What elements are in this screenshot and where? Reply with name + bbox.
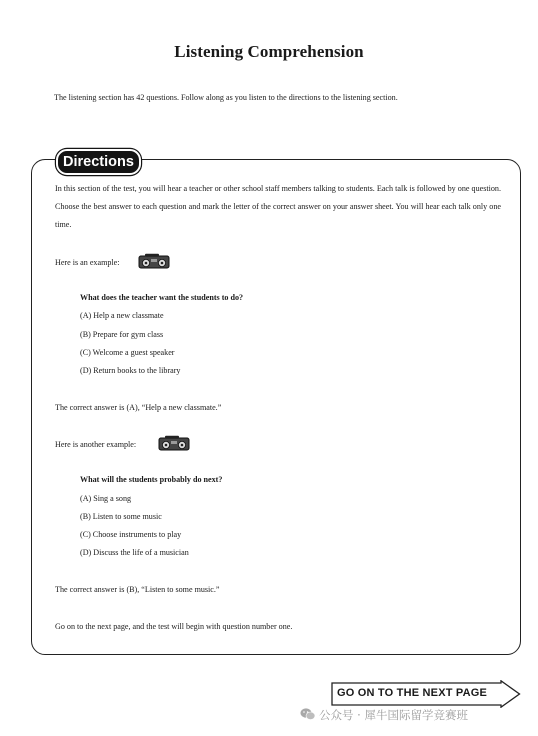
example2-answer: The correct answer is (B), “Listen to some music.” — [55, 585, 220, 594]
directions-tab: Directions — [56, 149, 141, 175]
wechat-icon — [300, 707, 316, 721]
directions-paragraph: In this section of the test, you will hear a teacher or other school staff members talking to students. Each talk is followed by one question. Choose the best answer to each question and mark the letter of the correct answer on your answer sheet. You will hear each talk only one time. — [55, 184, 501, 230]
page-title: Listening Comprehension — [174, 42, 364, 61]
next-page-label: GO ON TO THE NEXT PAGE — [337, 687, 488, 699]
example2-option-c: (C) Choose instruments to play — [80, 530, 182, 539]
cassette-player-icon — [137, 253, 171, 270]
example2-question: What will the students probably do next? — [80, 475, 223, 484]
example1-answer: The correct answer is (A), “Help a new classmate.” — [55, 403, 222, 412]
example2-option-d: (D) Discuss the life of a musician — [80, 548, 189, 557]
example1-question: What does the teacher want the students to do? — [80, 293, 244, 302]
example2-option-b: (B) Listen to some music — [80, 512, 162, 521]
example1-option-d: (D) Return books to the library — [80, 366, 181, 375]
example1-option-c: (C) Welcome a guest speaker — [80, 348, 175, 357]
example1-lead: Here is an example: — [55, 258, 120, 267]
example2-lead: Here is another example: — [55, 440, 137, 449]
example2-option-a: (A) Sing a song — [80, 494, 132, 503]
closing-text: Go on to the next page, and the test will begin with question number one. — [55, 622, 293, 631]
cassette-player-icon — [157, 435, 191, 452]
watermark-text: 公众号 · 犀牛国际留学竞赛班 — [319, 708, 468, 722]
example1-option-a: (A) Help a new classmate — [80, 311, 164, 320]
example1-option-b: (B) Prepare for gym class — [80, 330, 164, 339]
intro-text: The listening section has 42 questions. Follow along as you listen to the directions to the listening section. — [54, 93, 398, 102]
